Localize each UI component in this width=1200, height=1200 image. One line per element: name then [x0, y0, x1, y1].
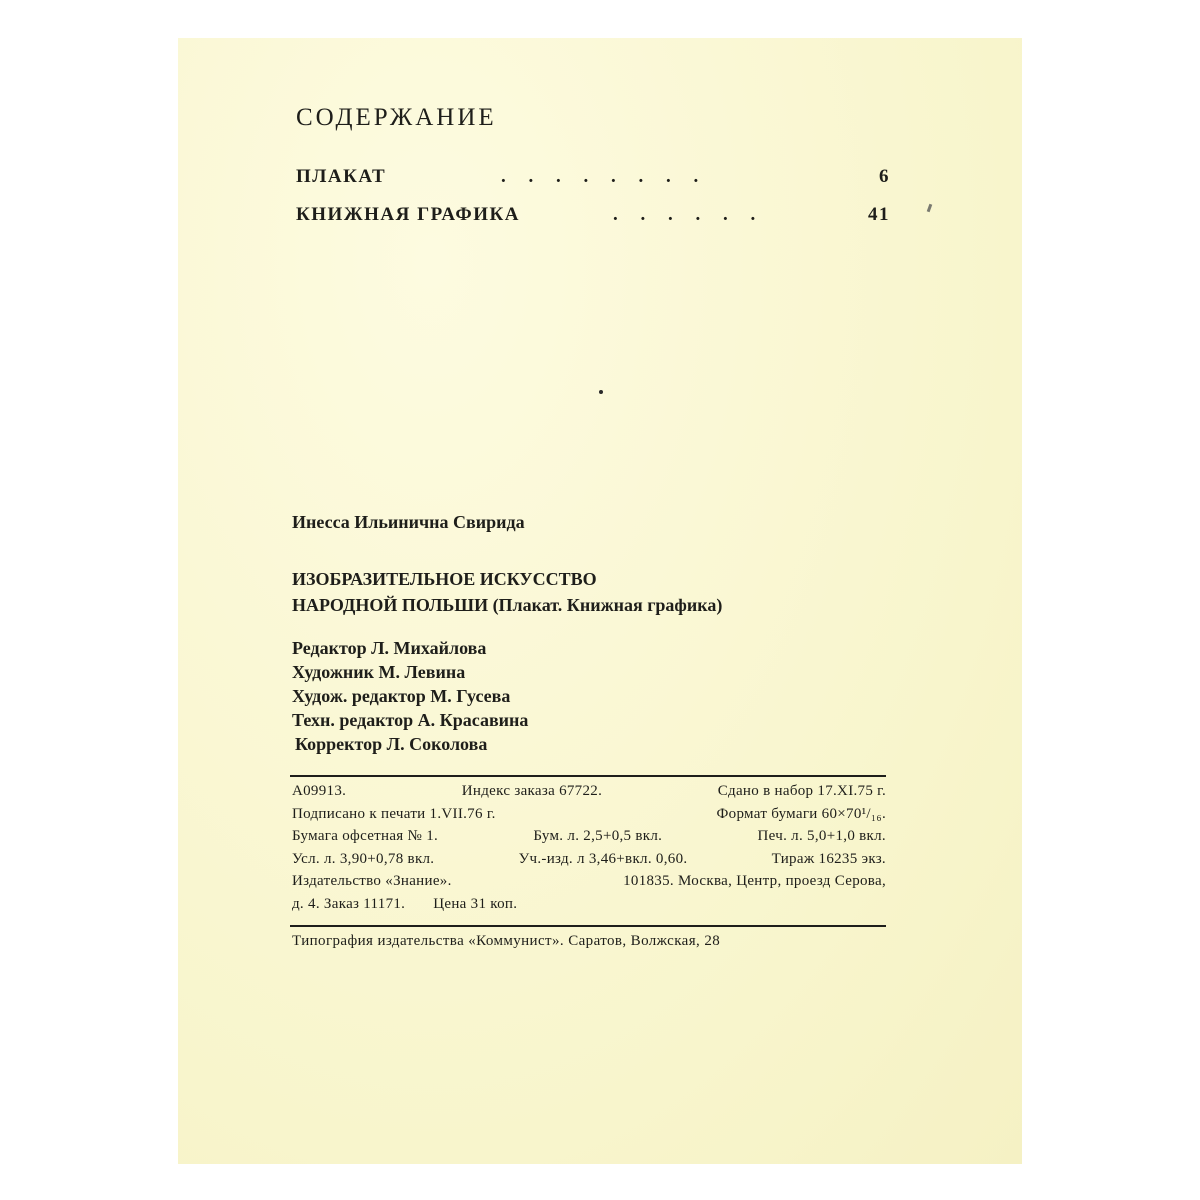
imprint-item: Бумага офсетная № 1.	[292, 828, 439, 844]
imprint-top-rule	[290, 775, 886, 777]
author-name: Инесса Ильинична Свирида	[292, 512, 525, 532]
imprint-line	[292, 780, 886, 803]
imprint-item: Бум. л. 2,5+0,5 вкл.	[533, 828, 663, 844]
toc-leader-dots: . . . . . . . .	[501, 166, 699, 187]
imprint-line	[292, 893, 886, 916]
toc-entry-label: ПЛАКАТ	[296, 166, 387, 187]
imprint-item: Усл. л. 3,90+0,78 вкл.	[292, 850, 435, 867]
toc-entry-label: КНИЖНАЯ ГРАФИКА	[296, 204, 520, 225]
toc-page-number: 6	[879, 166, 890, 187]
imprint-item: Индекс заказа 67722.	[461, 783, 603, 799]
toc-page-number: 41	[868, 204, 890, 225]
credit-editor: Редактор Л. Михайлова	[292, 638, 487, 658]
imprint-item: д. 4. Заказ 11171.	[292, 895, 406, 912]
book-page	[178, 38, 1022, 1164]
toc-heading: СОДЕРЖАНИЕ	[296, 104, 497, 131]
book-title	[292, 566, 722, 618]
credits-list	[292, 636, 528, 756]
imprint-item: Цена 31 коп.	[433, 895, 518, 912]
imprint-item: Издательство «Знание».	[292, 873, 452, 889]
imprint-block	[292, 780, 886, 915]
imprint-line	[292, 848, 886, 871]
imprint-bottom-rule	[290, 925, 886, 927]
imprint-item: Уч.-изд. л 3,46+вкл. 0,60.	[518, 850, 688, 867]
book-title-line: ИЗОБРАЗИТЕЛЬНОЕ ИСКУССТВО	[292, 569, 597, 589]
credit-artist: Художник М. Левина	[292, 662, 466, 682]
credit-proofreader: Корректор Л. Соколова	[295, 734, 488, 754]
toc-entry-book-graphics[interactable]	[296, 204, 890, 230]
imprint-line	[292, 825, 886, 848]
imprint-item: А09913.	[292, 783, 347, 799]
imprint-line	[292, 870, 886, 893]
center-dot-mark	[599, 390, 603, 394]
imprint-item: Формат бумаги 60×70¹/₁₆.	[716, 805, 886, 822]
imprint-item: 101835. Москва, Центр, проезд Серова,	[623, 873, 886, 889]
imprint-item: Тираж 16235 экз.	[771, 850, 886, 867]
credit-tech-editor: Техн. редактор А. Красавина	[292, 710, 529, 730]
imprint-item: Печ. л. 5,0+1,0 вкл.	[757, 828, 886, 844]
toc-entry-poster[interactable]	[296, 166, 890, 192]
toc-leader-dots: . . . . . .	[613, 204, 756, 225]
imprint-item: Сдано в набор 17.XI.75 г.	[717, 783, 886, 799]
printer-info: Типография издательства «Коммунист». Саратов, Волжская, 28	[292, 933, 721, 949]
imprint-item: Подписано к печати 1.VII.76 г.	[292, 805, 496, 822]
paper-speck	[927, 204, 933, 213]
credit-art-editor: Худож. редактор М. Гусева	[292, 686, 511, 706]
imprint-line	[292, 803, 886, 826]
book-title-line: НАРОДНОЙ ПОЛЬШИ (Плакат. Книжная графика)	[292, 595, 723, 615]
